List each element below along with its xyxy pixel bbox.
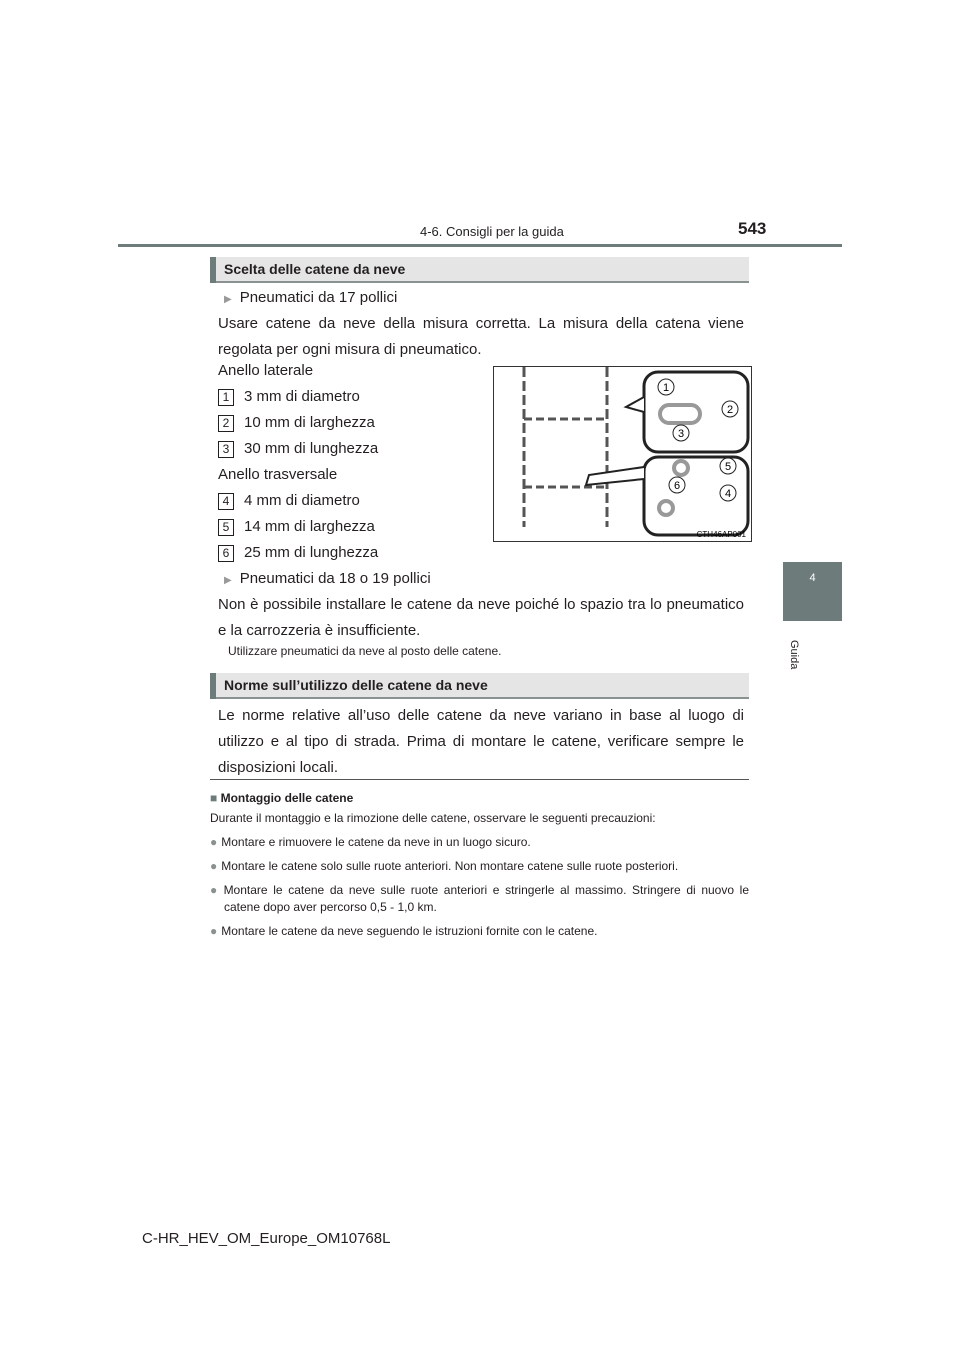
cross-link-label: Anello trasversale	[218, 466, 338, 483]
header-section: 4-6. Consigli per la guida	[420, 224, 564, 239]
tire-1819-heading	[224, 566, 431, 594]
item-text: 14 mm di larghezza	[244, 518, 375, 535]
bullet-icon: ●	[210, 835, 218, 849]
page-number: 543	[738, 219, 767, 238]
item-text: 10 mm di larghezza	[244, 414, 375, 431]
note-text: Utilizzare pneumatici da neve al posto delle catene.	[228, 644, 502, 658]
tire-17-heading	[224, 285, 397, 313]
tire-17-label: Pneumatici da 17 pollici	[239, 289, 398, 306]
list-item	[210, 834, 749, 851]
divider	[210, 779, 749, 780]
side-link-list	[218, 384, 378, 462]
figure-label: 2	[726, 404, 734, 416]
square-icon: ■	[210, 791, 218, 805]
section-heading	[210, 673, 749, 699]
item-text: 4 mm di diametro	[244, 492, 360, 509]
list-item	[218, 384, 378, 410]
bullet-text: Montare le catene da neve sulle ruote anteriori e stringerle al massimo. Stringere di nuovo le catene dopo aver percorso 0,5 - 1,0 km.	[223, 883, 750, 914]
chapter-label: Guida	[788, 640, 800, 670]
figure-label: 5	[724, 461, 732, 473]
list-item	[218, 514, 378, 540]
figure-label: 4	[724, 488, 732, 500]
section-title: Norme sull’utilizzo delle catene da neve	[224, 677, 488, 693]
intro-paragraph: Usare catene da neve della misura corretta. La misura della catena viene regolata per ogni misura di pneumatico.	[218, 315, 744, 358]
footer-code: C-HR_HEV_OM_Europe_OM10768L	[142, 1230, 391, 1247]
mounting-title-text: Montaggio delle catene	[220, 791, 354, 805]
number-badge: 2	[218, 415, 234, 432]
list-item	[218, 488, 378, 514]
bullet-text: Montare le catene da neve seguendo le istruzioni fornite con le catene.	[221, 924, 598, 938]
header-rule	[118, 244, 842, 247]
snow-chain-figure	[493, 366, 752, 542]
number-badge: 6	[218, 545, 234, 562]
figure-label: 1	[662, 382, 670, 394]
triangle-icon: ▶	[224, 294, 232, 305]
item-text: 30 mm di lunghezza	[244, 440, 379, 457]
bullet-icon: ●	[210, 924, 218, 938]
number-badge: 3	[218, 441, 234, 458]
list-item	[218, 436, 378, 462]
bullet-text: Montare le catene solo sulle ruote anteriori. Non montare catene sulle ruote posteriori.	[221, 859, 679, 873]
item-text: 3 mm di diametro	[244, 388, 360, 405]
mounting-title	[210, 790, 749, 807]
mounting-section	[210, 790, 749, 940]
number-badge: 1	[218, 389, 234, 406]
number-badge: 4	[218, 493, 234, 510]
list-item	[218, 540, 378, 566]
figure-label: 3	[677, 428, 685, 440]
side-link-label: Anello laterale	[218, 362, 314, 379]
number-badge: 5	[218, 519, 234, 536]
bullet-text: Montare e rimuovere le catene da neve in un luogo sicuro.	[221, 835, 531, 849]
section-title: Scelta delle catene da neve	[224, 261, 406, 277]
tire-1819-label: Pneumatici da 18 o 19 pollici	[239, 570, 431, 587]
item-text: 25 mm di lunghezza	[244, 544, 379, 561]
chapter-tab: 4	[783, 562, 842, 621]
list-item	[210, 858, 749, 875]
rules-paragraph: Le norme relative all’uso delle catene da neve variano in base al luogo di utilizzo e al tipo di strada. Prima di montare le catene, verificare sempre le disposizioni locali.	[218, 707, 744, 776]
list-item	[210, 923, 749, 940]
bullet-icon: ●	[210, 883, 220, 897]
section-heading	[210, 257, 749, 283]
bullet-icon: ●	[210, 859, 218, 873]
figure-code: CTH46AP001	[696, 530, 746, 539]
no-install-paragraph: Non è possibile installare le catene da neve poiché lo spazio tra lo pneumatico e la carrozzeria è insufficiente.	[218, 596, 744, 639]
figure-label: 6	[673, 480, 681, 492]
chain-illustration	[494, 367, 751, 541]
list-item	[210, 882, 749, 916]
triangle-icon: ▶	[224, 575, 232, 586]
mounting-intro: Durante il montaggio e la rimozione delle catene, osservare le seguenti precauzioni:	[210, 811, 656, 825]
list-item	[218, 410, 378, 436]
cross-link-list	[218, 488, 378, 566]
